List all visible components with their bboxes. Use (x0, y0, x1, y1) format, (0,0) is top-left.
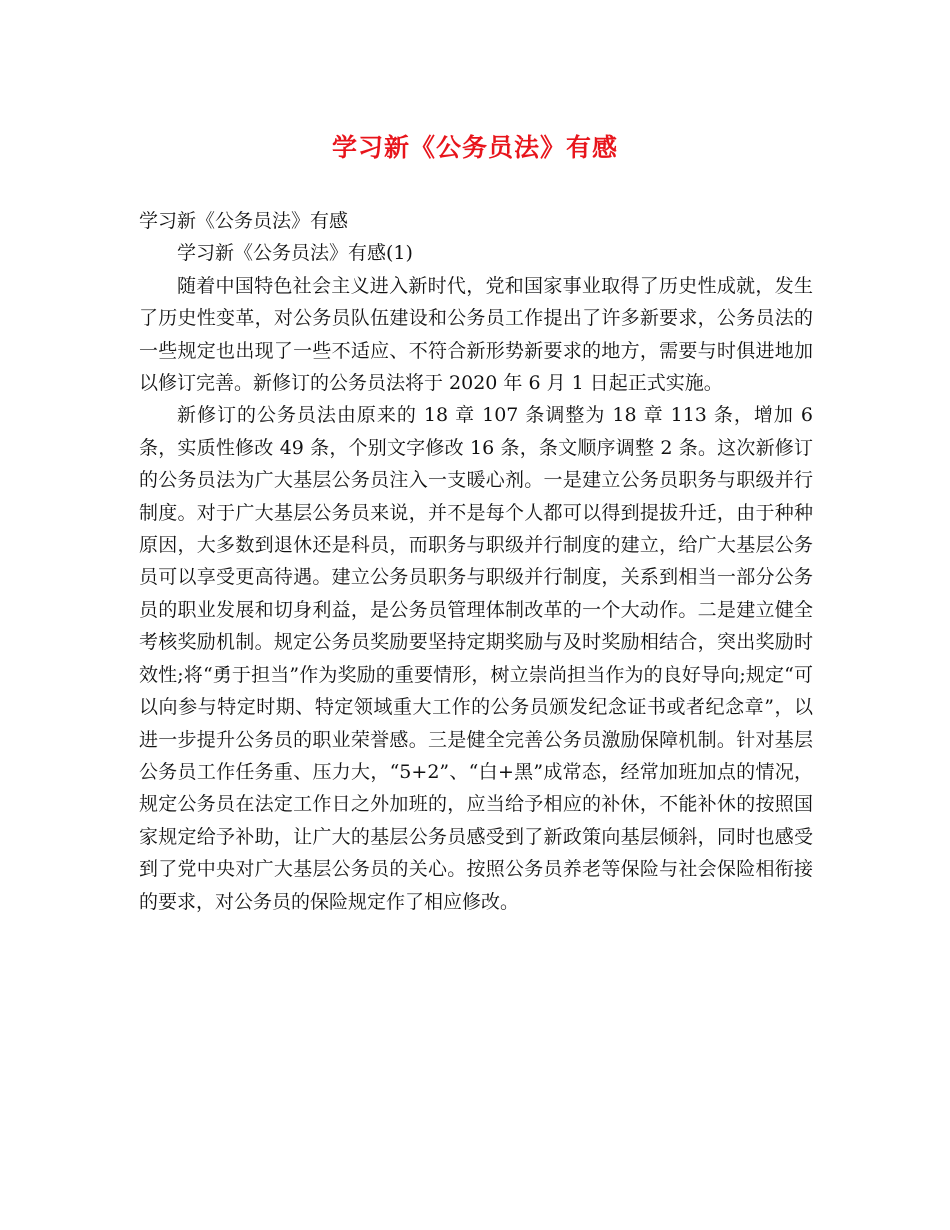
body-paragraph-1: 随着中国特色社会主义进入新时代，党和国家事业取得了历史性成就，发生了历史性变革，对公务员队伍建设和公务员工作提出了许多新要求，公务员法的一些规定也出现了一些不适应、不符合新形势新要求的地方，需要与时俱进地加以修订完善。新修订的公务员法将于 2020 年 6 月 1 日起正式实施。 (139, 274, 813, 395)
document-subtitle: 学习新《公务员法》有感 (139, 210, 349, 232)
document-title: 学习新《公务员法》有感 (331, 133, 618, 162)
section-heading: 学习新《公务员法》有感(1) (177, 242, 413, 265)
document-body (139, 205, 813, 918)
body-paragraph-2: 新修订的公务员法由原来的 18 章 107 条调整为 18 章 113 条，增加 6 条，实质性修改 49 条，个别文字修改 16 条，条文顺序调整 2 条。这次新修订的公务员法为广大基层公务员注入一支暖心剂。一是建立公务员职务与职级并行制度。对于广大基层公务员来说，并不是每个人都可以得到提拔升迁，由于种种原因，大多数到退休还是科员，而职务与职级并行制度的建立，给广大基层公务员可以享受更高待遇。建立公务员职务与职级并行制度，关系到相当一部分公务员的职业发展和切身利益，是公务员管理体制改革的一个大动作。二是建立健全考核奖励机制。规定公务员奖励要坚持定期奖励与及时奖励相结合，突出奖励时效性;将“勇于担当”作为奖励的重要情形，树立崇尚担当作为的良好导向;规定“可以向参与特定时期、特定领域重大工作的公务员颁发纪念证书或者纪念章”，以进一步提升公务员的职业荣誉感。三是健全完善公务员激励保障机制。针对基层公务员工作任务重、压力大，“5+2”、“白+黑”成常态，经常加班加点的情况，规定公务员在法定工作日之外加班的，应当给予相应的补休，不能补休的按照国家规定给予补助，让广大的基层公务员感受到了新政策向基层倾斜，同时也感受到了党中央对广大基层公务员的关心。按照公务员养老等保险与社会保险相衔接的要求，对公务员的保险规定作了相应修改。 (139, 404, 813, 913)
